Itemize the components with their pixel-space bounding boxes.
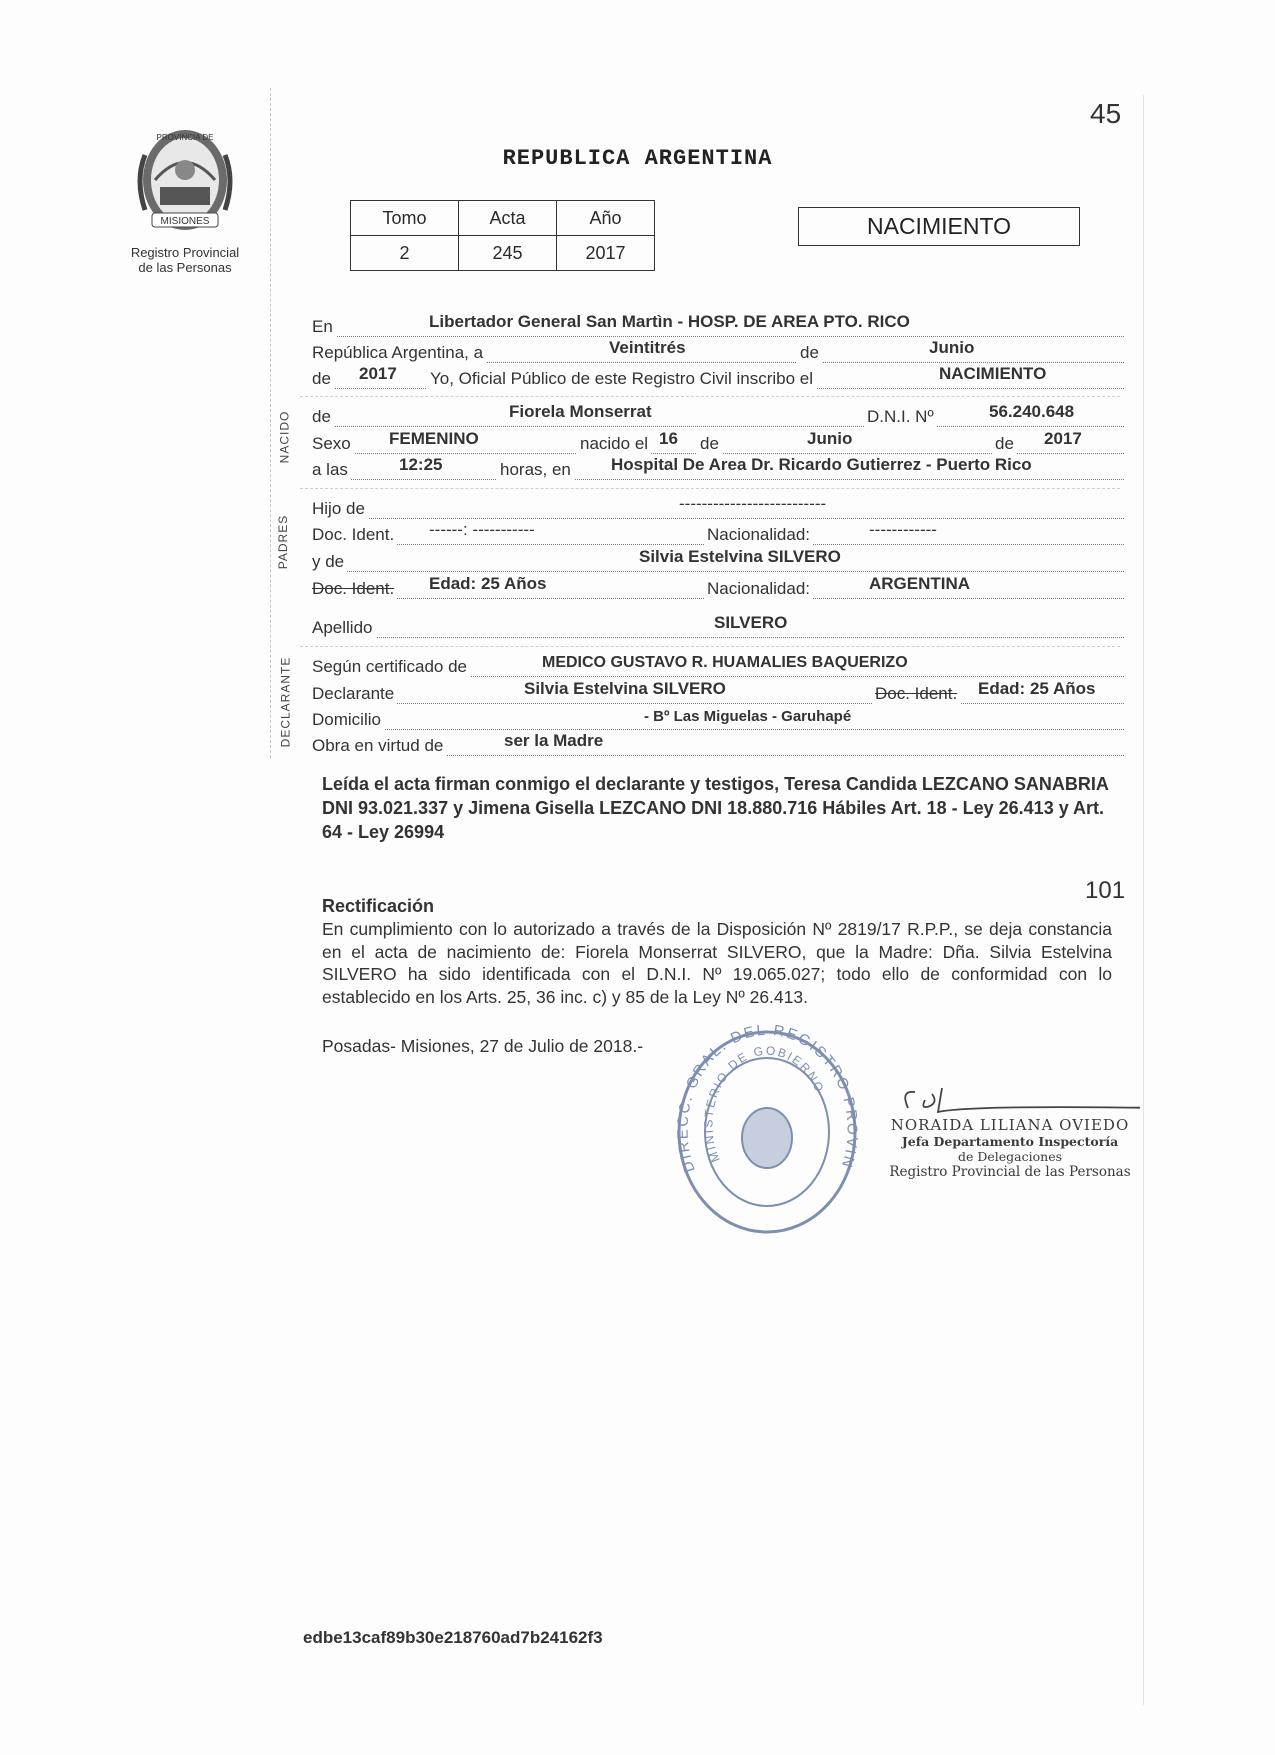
signer-title-line1: Jefa Departamento Inspectoría (901, 1134, 1119, 1149)
table-header-tomo: Tomo (351, 201, 459, 236)
stamp-seal-icon (665, 1020, 865, 1240)
rectification-date: Posadas- Misiones, 27 de Julio de 2018.- (322, 1036, 644, 1056)
form-row-oficial: de 2017 Yo, Oficial Público de este Registro Civil inscribo el NACIMIENTO (312, 362, 1124, 389)
document-title: REPUBLICA ARGENTINA (502, 146, 773, 171)
form-row-madre: y de Silvia Estelvina SILVERO (312, 545, 1124, 572)
section-divider (300, 396, 1120, 397)
certificate-field: MEDICO GUSTAVO R. HUAMALIES BAQUERIZO (542, 654, 908, 671)
mother-field: Silvia Estelvina SILVERO (639, 547, 841, 566)
form-row-republica: República Argentina, a Veintitrés de Junio (312, 336, 1124, 363)
surname-field: SILVERO (714, 613, 788, 632)
form-row-hora: a las 12:25 horas, en Hospital De Area Dr. Ricardo Gutierrez - Puerto Rico (312, 453, 1124, 480)
form-row-certificado: Según certificado de MEDICO GUSTAVO R. HUAMALIES BAQUERIZO (312, 650, 1124, 677)
section-divider (300, 488, 1120, 489)
form-row-sexo: Sexo FEMENINO nacido el 16 de Junio de 2017 (312, 427, 1124, 454)
signer-title-line3: Registro Provincial de las Personas (889, 1164, 1131, 1180)
declarant-doc-field: Edad: 25 Años (978, 679, 1096, 698)
sex-field: FEMENINO (389, 429, 479, 448)
signature-paragraph: Leída el acta firman conmigo el declarante y testigos, Teresa Candida LEZCANO SANABRIA DNI 93.021.337 y Jimena Gisella LEZCANO DNI 18.880.716 Hábiles Art. 18 - Ley 26.413 y Art. 64 - Ley 26994 (322, 774, 1109, 842)
rectification-text: En cumplimiento con lo autorizado a través de la Disposición Nº 2819/17 R.P.P., se deja constancia en el acta de nacimiento de: Fiorela Monserrat SILVERO, que la Madre: Dña. Silvia Estelvina SILVERO ha sido identificada con el D.N.I. Nº 19.065.027; todo ello de conformidad con lo establecido en los Arts. 25, 36 inc. c) y 85 de la Ley Nº 26.413. (322, 919, 1112, 1007)
table-row (351, 236, 655, 271)
acting-as-field: ser la Madre (504, 731, 604, 750)
svg-text:MISIONES: MISIONES (160, 216, 210, 227)
mother-nationality-field: ARGENTINA (869, 574, 971, 593)
rectification-title: Rectificación (322, 896, 435, 916)
year-field: 2017 (359, 364, 397, 383)
father-doc-field: ------: ----------- (429, 520, 535, 539)
provincial-seal (130, 125, 240, 240)
form-row-declarante: Declarante Silvia Estelvina SILVERO Doc. Ident. Edad: 25 Años (312, 677, 1124, 704)
rectification-number: 101 (1085, 877, 1126, 904)
svg-text:PROVINCIA DE: PROVINCIA DE (156, 133, 214, 142)
right-margin-line (1143, 95, 1144, 1705)
handwritten-signature-icon (880, 1080, 1140, 1120)
month-field: Junio (929, 338, 975, 357)
side-label-declarante: DECLARANTE (278, 656, 293, 748)
page-number: 45 (1090, 98, 1122, 129)
signer-title-line2: de Delegaciones (957, 1149, 1063, 1164)
table-row (351, 201, 655, 236)
ano-value: 2017 (557, 236, 655, 271)
table-header-acta: Acta (459, 201, 557, 236)
left-margin-line (270, 88, 271, 758)
birth-day-field: 16 (659, 429, 678, 448)
child-name-field: Fiorela Monserrat (509, 402, 652, 421)
form-row-doc-madre: Doc. Ident. Edad: 25 Años Nacionalidad: ARGENTINA (312, 572, 1124, 599)
place-field: Libertador General San Martìn - HOSP. DE AREA PTO. RICO (429, 312, 910, 331)
father-field: -------------------------- (679, 494, 827, 513)
form-row-doc: Doc. Ident. ------: ----------- Nacionalidad: ------------ (312, 518, 1124, 545)
child-dni-field: 56.240.648 (989, 402, 1075, 421)
side-label-nacido: NACIDO (277, 410, 292, 464)
signature-block (880, 1080, 1140, 1180)
tomo-value: 2 (351, 236, 459, 271)
svg-text:DIRECC. GRAL. DEL REGISTRO PRO: DIRECC. GRAL. DEL REGISTRO PROVIN (674, 1021, 861, 1175)
address-field: - Bº Las Miguelas - Garuhapé (644, 708, 852, 725)
birth-month-field: Junio (807, 429, 853, 448)
registry-caption: Registro Provincial de las Personas (130, 245, 240, 275)
form-row-obra: Obra en virtud de ser la Madre (312, 729, 1124, 756)
form-row-apellido: Apellido SILVERO (312, 611, 1124, 638)
table-header-ano: Año (557, 201, 655, 236)
form-row-nombre: de Fiorela Monserrat D.N.I. Nº 56.240.648 (312, 400, 1124, 427)
birth-time-field: 12:25 (399, 455, 443, 474)
svg-text:MINISTERIO DE GOBIERNO: MINISTERIO DE GOBIERNO (701, 1043, 828, 1164)
declarant-field: Silvia Estelvina SILVERO (524, 679, 726, 698)
form-row-en: En Libertador General San Martìn - HOSP. DE AREA PTO. RICO (312, 310, 1124, 337)
birth-year-field: 2017 (1044, 429, 1082, 448)
mother-doc-field: Edad: 25 Años (429, 574, 547, 593)
signer-name: NORAIDA LILIANA OVIEDO (890, 1116, 1130, 1134)
misiones-seal-icon (130, 125, 240, 235)
form-row-hijo: Hijo de -------------------------- (312, 492, 1124, 519)
father-nationality-field: ------------ (869, 520, 937, 539)
birth-place-field: Hospital De Area Dr. Ricardo Gutierrez - Puerto Rico (611, 455, 1032, 474)
acta-value: 245 (459, 236, 557, 271)
official-stamp (665, 1020, 865, 1240)
document-hash: edbe13caf89b30e218760ad7b24162f3 (303, 1628, 603, 1647)
section-divider (300, 646, 1120, 647)
form-row-domicilio: Domicilio - Bº Las Miguelas - Garuhapé (312, 703, 1124, 730)
document-type-box: NACIMIENTO (798, 207, 1080, 246)
inscribo-field: NACIMIENTO (939, 364, 1047, 383)
side-label-padres: PADRES (276, 514, 291, 570)
day-field: Veintitrés (609, 338, 686, 357)
record-table (350, 200, 655, 271)
